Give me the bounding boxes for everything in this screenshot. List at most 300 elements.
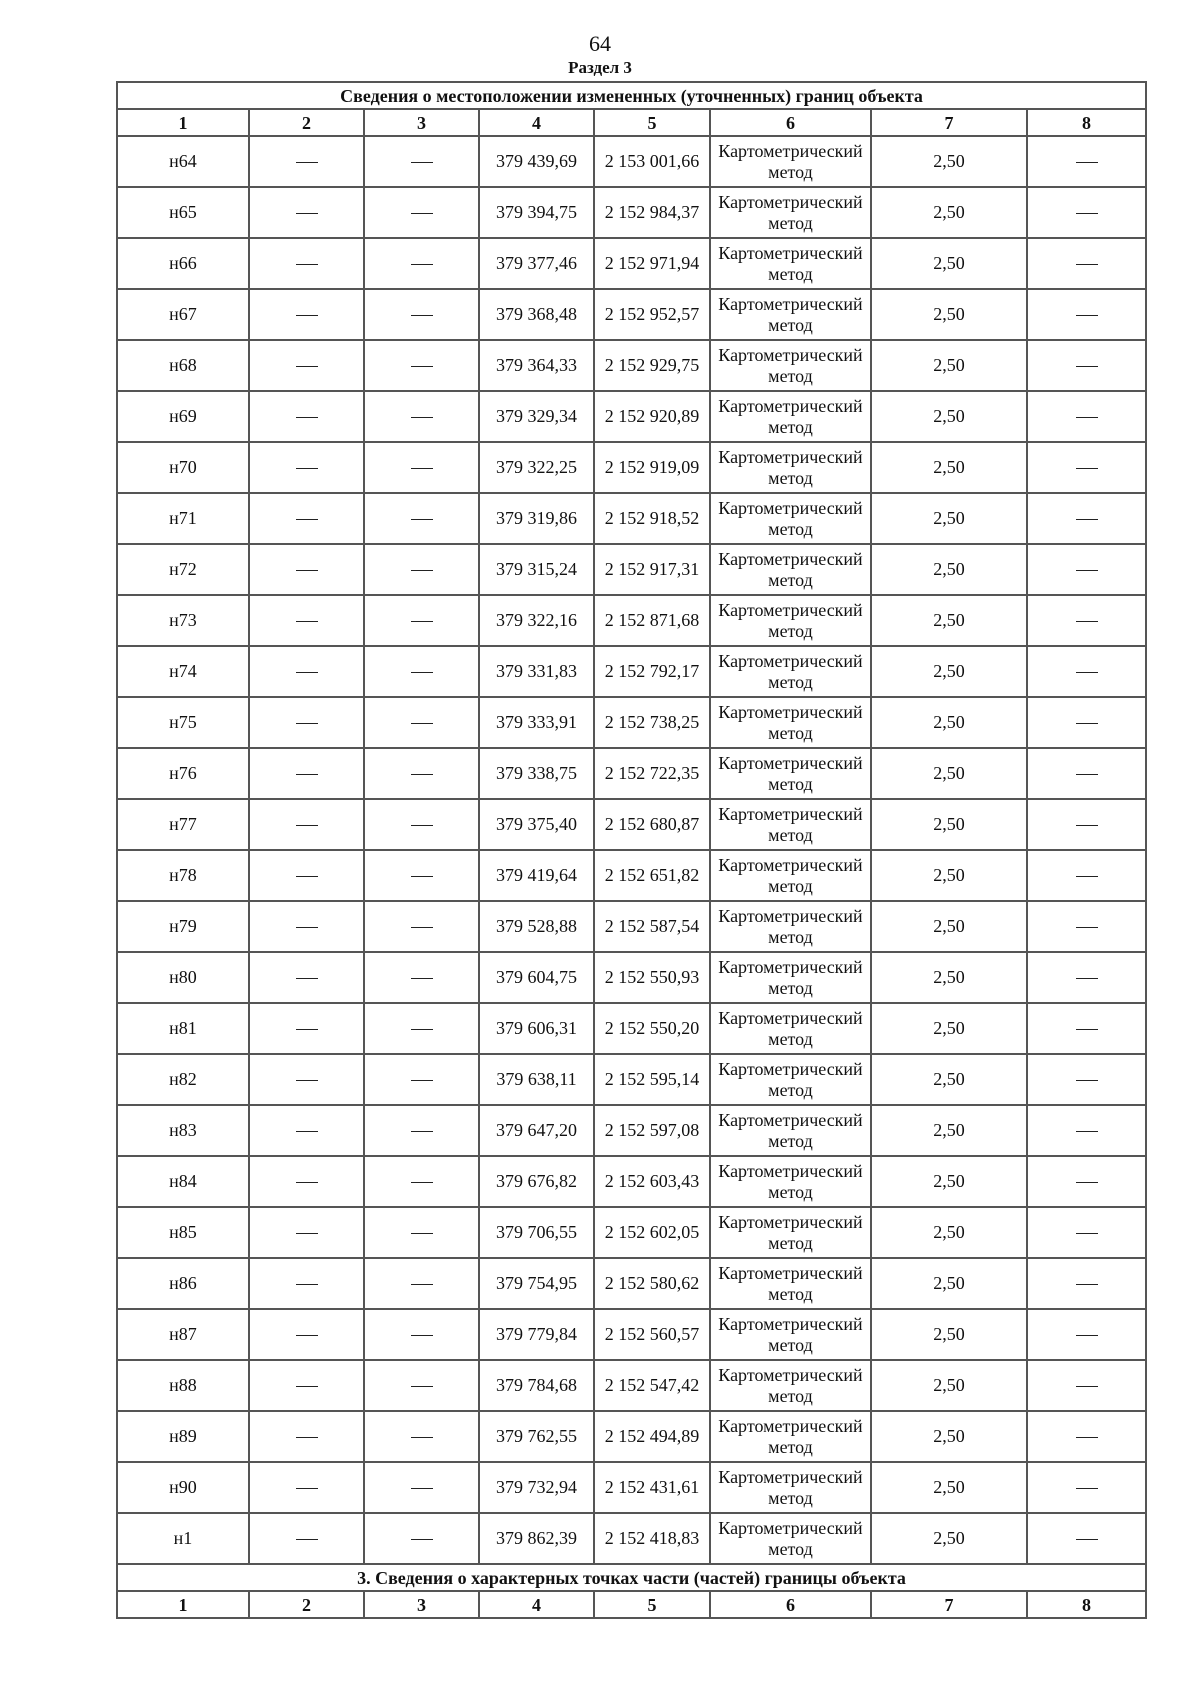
- coordinates-table: [116, 81, 1147, 1619]
- table-row: [117, 1411, 1146, 1462]
- dash-mark: [296, 519, 318, 520]
- coordinate-x: 379 333,91: [479, 697, 594, 748]
- dash-mark: [1076, 1182, 1098, 1183]
- dash-mark: [296, 315, 318, 316]
- footer-column-number-row: [117, 1591, 1146, 1618]
- dash-mark: [411, 570, 433, 571]
- accuracy: 2,50: [871, 1207, 1027, 1258]
- method: Картометрический метод: [710, 901, 871, 952]
- dash-mark: [411, 1284, 433, 1285]
- dash-mark: [1076, 1539, 1098, 1540]
- empty-cell: [249, 1411, 364, 1462]
- method: Картометрический метод: [710, 850, 871, 901]
- method: Картометрический метод: [710, 1309, 871, 1360]
- method: Картометрический метод: [710, 391, 871, 442]
- dash-mark: [1076, 1386, 1098, 1387]
- method: Картометрический метод: [710, 1462, 871, 1513]
- empty-cell: [364, 1462, 479, 1513]
- coordinate-x: 379 322,25: [479, 442, 594, 493]
- accuracy: 2,50: [871, 544, 1027, 595]
- empty-cell: [364, 1054, 479, 1105]
- dash-mark: [1076, 723, 1098, 724]
- empty-cell: [364, 952, 479, 1003]
- point-name: н88: [117, 1360, 249, 1411]
- dash-mark: [296, 1182, 318, 1183]
- coordinate-x: 379 762,55: [479, 1411, 594, 1462]
- dash-mark: [296, 876, 318, 877]
- table-row: [117, 799, 1146, 850]
- coordinate-x: 379 315,24: [479, 544, 594, 595]
- dash-mark: [296, 1284, 318, 1285]
- empty-cell: [1027, 1156, 1146, 1207]
- empty-cell: [1027, 289, 1146, 340]
- method: Картометрический метод: [710, 187, 871, 238]
- column-number: 8: [1027, 1591, 1146, 1618]
- coordinate-y: 2 152 929,75: [594, 340, 710, 391]
- empty-cell: [1027, 493, 1146, 544]
- method: Картометрический метод: [710, 1360, 871, 1411]
- dash-mark: [1076, 876, 1098, 877]
- column-number: 3: [364, 1591, 479, 1618]
- empty-cell: [1027, 238, 1146, 289]
- method: Картометрический метод: [710, 1207, 871, 1258]
- empty-cell: [364, 187, 479, 238]
- method: Картометрический метод: [710, 1156, 871, 1207]
- dash-mark: [296, 1029, 318, 1030]
- dash-mark: [296, 621, 318, 622]
- column-number: 2: [249, 109, 364, 136]
- accuracy: 2,50: [871, 901, 1027, 952]
- dash-mark: [1076, 621, 1098, 622]
- column-number: 5: [594, 1591, 710, 1618]
- dash-mark: [411, 1437, 433, 1438]
- dash-mark: [1076, 519, 1098, 520]
- dash-mark: [296, 1488, 318, 1489]
- empty-cell: [1027, 595, 1146, 646]
- empty-cell: [364, 238, 479, 289]
- point-name: н86: [117, 1258, 249, 1309]
- empty-cell: [1027, 1003, 1146, 1054]
- table-row: [117, 697, 1146, 748]
- dash-mark: [411, 927, 433, 928]
- dash-mark: [411, 468, 433, 469]
- column-number: 4: [479, 1591, 594, 1618]
- empty-cell: [249, 799, 364, 850]
- table-row: [117, 442, 1146, 493]
- empty-cell: [1027, 799, 1146, 850]
- dash-mark: [411, 315, 433, 316]
- point-name: н74: [117, 646, 249, 697]
- table-row: [117, 748, 1146, 799]
- method: Картометрический метод: [710, 1054, 871, 1105]
- point-name: н82: [117, 1054, 249, 1105]
- accuracy: 2,50: [871, 493, 1027, 544]
- empty-cell: [1027, 340, 1146, 391]
- empty-cell: [1027, 442, 1146, 493]
- coordinate-x: 379 528,88: [479, 901, 594, 952]
- dash-mark: [296, 1335, 318, 1336]
- accuracy: 2,50: [871, 187, 1027, 238]
- coordinate-y: 2 152 580,62: [594, 1258, 710, 1309]
- point-name: н77: [117, 799, 249, 850]
- coordinate-y: 2 152 597,08: [594, 1105, 710, 1156]
- coordinate-y: 2 153 001,66: [594, 136, 710, 187]
- point-name: н75: [117, 697, 249, 748]
- dash-mark: [411, 1539, 433, 1540]
- coordinate-y: 2 152 587,54: [594, 901, 710, 952]
- dash-mark: [296, 1080, 318, 1081]
- dash-mark: [411, 366, 433, 367]
- table-title-row: [117, 82, 1146, 109]
- empty-cell: [1027, 646, 1146, 697]
- empty-cell: [364, 1360, 479, 1411]
- empty-cell: [364, 850, 479, 901]
- empty-cell: [1027, 1054, 1146, 1105]
- dash-mark: [296, 723, 318, 724]
- coordinate-y: 2 152 550,20: [594, 1003, 710, 1054]
- dash-mark: [1076, 825, 1098, 826]
- table-row: [117, 493, 1146, 544]
- table-row: [117, 544, 1146, 595]
- empty-cell: [249, 595, 364, 646]
- empty-cell: [249, 493, 364, 544]
- accuracy: 2,50: [871, 952, 1027, 1003]
- empty-cell: [249, 1309, 364, 1360]
- coordinate-y: 2 152 595,14: [594, 1054, 710, 1105]
- coordinate-y: 2 152 984,37: [594, 187, 710, 238]
- accuracy: 2,50: [871, 391, 1027, 442]
- empty-cell: [249, 646, 364, 697]
- coordinate-y: 2 152 738,25: [594, 697, 710, 748]
- dash-mark: [1076, 1080, 1098, 1081]
- accuracy: 2,50: [871, 850, 1027, 901]
- empty-cell: [364, 289, 479, 340]
- dash-mark: [411, 978, 433, 979]
- column-number: 7: [871, 1591, 1027, 1618]
- point-name: н76: [117, 748, 249, 799]
- dash-mark: [296, 366, 318, 367]
- dash-mark: [411, 1131, 433, 1132]
- column-number: 2: [249, 1591, 364, 1618]
- dash-mark: [296, 468, 318, 469]
- coordinate-y: 2 152 560,57: [594, 1309, 710, 1360]
- dash-mark: [296, 672, 318, 673]
- empty-cell: [364, 1411, 479, 1462]
- empty-cell: [1027, 1513, 1146, 1564]
- empty-cell: [249, 1258, 364, 1309]
- dash-mark: [1076, 1284, 1098, 1285]
- empty-cell: [1027, 1258, 1146, 1309]
- table-row: [117, 1360, 1146, 1411]
- method: Картометрический метод: [710, 595, 871, 646]
- coordinate-y: 2 152 920,89: [594, 391, 710, 442]
- dash-mark: [1076, 774, 1098, 775]
- accuracy: 2,50: [871, 646, 1027, 697]
- coordinate-x: 379 439,69: [479, 136, 594, 187]
- coordinate-x: 379 364,33: [479, 340, 594, 391]
- coordinate-x: 379 784,68: [479, 1360, 594, 1411]
- coordinate-y: 2 152 494,89: [594, 1411, 710, 1462]
- point-name: н69: [117, 391, 249, 442]
- coordinate-x: 379 604,75: [479, 952, 594, 1003]
- empty-cell: [1027, 748, 1146, 799]
- dash-mark: [296, 1131, 318, 1132]
- point-name: н73: [117, 595, 249, 646]
- coordinate-x: 379 377,46: [479, 238, 594, 289]
- coordinate-y: 2 152 547,42: [594, 1360, 710, 1411]
- table-row: [117, 1207, 1146, 1258]
- dash-mark: [296, 162, 318, 163]
- table-row: [117, 952, 1146, 1003]
- dash-mark: [411, 264, 433, 265]
- table-row: [117, 595, 1146, 646]
- empty-cell: [364, 136, 479, 187]
- coordinate-y: 2 152 917,31: [594, 544, 710, 595]
- dash-mark: [296, 774, 318, 775]
- empty-cell: [364, 493, 479, 544]
- empty-cell: [1027, 187, 1146, 238]
- coordinate-x: 379 732,94: [479, 1462, 594, 1513]
- empty-cell: [1027, 544, 1146, 595]
- method: Картометрический метод: [710, 1105, 871, 1156]
- dash-mark: [1076, 672, 1098, 673]
- method: Картометрический метод: [710, 799, 871, 850]
- coordinate-y: 2 152 418,83: [594, 1513, 710, 1564]
- empty-cell: [249, 1156, 364, 1207]
- empty-cell: [249, 1003, 364, 1054]
- column-number: 1: [117, 109, 249, 136]
- accuracy: 2,50: [871, 1360, 1027, 1411]
- coordinate-x: 379 754,95: [479, 1258, 594, 1309]
- method: Картометрический метод: [710, 442, 871, 493]
- dash-mark: [296, 417, 318, 418]
- empty-cell: [364, 1513, 479, 1564]
- table-row: [117, 1003, 1146, 1054]
- empty-cell: [249, 187, 364, 238]
- coordinate-y: 2 152 871,68: [594, 595, 710, 646]
- accuracy: 2,50: [871, 340, 1027, 391]
- empty-cell: [249, 289, 364, 340]
- table-row: [117, 1258, 1146, 1309]
- dash-mark: [1076, 366, 1098, 367]
- empty-cell: [364, 646, 479, 697]
- empty-cell: [1027, 952, 1146, 1003]
- point-name: н84: [117, 1156, 249, 1207]
- dash-mark: [411, 723, 433, 724]
- empty-cell: [249, 697, 364, 748]
- table-row: [117, 238, 1146, 289]
- empty-cell: [1027, 901, 1146, 952]
- dash-mark: [411, 1029, 433, 1030]
- empty-cell: [249, 748, 364, 799]
- empty-cell: [1027, 697, 1146, 748]
- empty-cell: [364, 1309, 479, 1360]
- dash-mark: [411, 1080, 433, 1081]
- column-number: 6: [710, 1591, 871, 1618]
- accuracy: 2,50: [871, 289, 1027, 340]
- accuracy: 2,50: [871, 799, 1027, 850]
- coordinate-x: 379 394,75: [479, 187, 594, 238]
- dash-mark: [411, 417, 433, 418]
- section-label: Раздел 3: [568, 58, 632, 77]
- point-name: н80: [117, 952, 249, 1003]
- coordinate-y: 2 152 918,52: [594, 493, 710, 544]
- table-row: [117, 136, 1146, 187]
- empty-cell: [364, 544, 479, 595]
- dash-mark: [296, 1386, 318, 1387]
- empty-cell: [249, 1105, 364, 1156]
- empty-cell: [364, 697, 479, 748]
- accuracy: 2,50: [871, 136, 1027, 187]
- empty-cell: [249, 1054, 364, 1105]
- dash-mark: [411, 876, 433, 877]
- coordinate-x: 379 368,48: [479, 289, 594, 340]
- dash-mark: [411, 1386, 433, 1387]
- coordinate-y: 2 152 550,93: [594, 952, 710, 1003]
- table-title: Сведения о местоположении измененных (уточненных) границ объекта: [117, 82, 1146, 109]
- column-number: 8: [1027, 109, 1146, 136]
- dash-mark: [296, 1539, 318, 1540]
- table-row: [117, 1513, 1146, 1564]
- empty-cell: [1027, 391, 1146, 442]
- dash-mark: [411, 1488, 433, 1489]
- point-name: н79: [117, 901, 249, 952]
- column-number: 4: [479, 109, 594, 136]
- method: Картометрический метод: [710, 136, 871, 187]
- dash-mark: [1076, 1488, 1098, 1489]
- empty-cell: [249, 1462, 364, 1513]
- dash-mark: [1076, 1233, 1098, 1234]
- dash-mark: [1076, 570, 1098, 571]
- point-name: н68: [117, 340, 249, 391]
- empty-cell: [1027, 1462, 1146, 1513]
- method: Картометрический метод: [710, 1258, 871, 1309]
- dash-mark: [296, 264, 318, 265]
- empty-cell: [364, 442, 479, 493]
- point-name: н64: [117, 136, 249, 187]
- table-row: [117, 850, 1146, 901]
- dash-mark: [411, 1233, 433, 1234]
- accuracy: 2,50: [871, 697, 1027, 748]
- point-name: н87: [117, 1309, 249, 1360]
- column-number: 3: [364, 109, 479, 136]
- empty-cell: [1027, 1360, 1146, 1411]
- empty-cell: [364, 799, 479, 850]
- footer-section-title: 3. Сведения о характерных точках части (частей) границы объекта: [117, 1564, 1146, 1591]
- column-number: 1: [117, 1591, 249, 1618]
- empty-cell: [364, 1156, 479, 1207]
- coordinate-y: 2 152 919,09: [594, 442, 710, 493]
- point-name: н66: [117, 238, 249, 289]
- dash-mark: [296, 825, 318, 826]
- empty-cell: [249, 442, 364, 493]
- accuracy: 2,50: [871, 1054, 1027, 1105]
- dash-mark: [411, 825, 433, 826]
- table-row: [117, 391, 1146, 442]
- dash-mark: [1076, 417, 1098, 418]
- dash-mark: [1076, 315, 1098, 316]
- empty-cell: [249, 544, 364, 595]
- dash-mark: [1076, 1335, 1098, 1336]
- empty-cell: [249, 391, 364, 442]
- coordinate-x: 379 676,82: [479, 1156, 594, 1207]
- point-name: н1: [117, 1513, 249, 1564]
- accuracy: 2,50: [871, 238, 1027, 289]
- point-name: н67: [117, 289, 249, 340]
- dash-mark: [1076, 1131, 1098, 1132]
- page-number: 64: [589, 31, 611, 56]
- accuracy: 2,50: [871, 595, 1027, 646]
- empty-cell: [364, 391, 479, 442]
- accuracy: 2,50: [871, 1462, 1027, 1513]
- coordinate-x: 379 647,20: [479, 1105, 594, 1156]
- column-number: 5: [594, 109, 710, 136]
- empty-cell: [1027, 1105, 1146, 1156]
- point-name: н71: [117, 493, 249, 544]
- dash-mark: [1076, 264, 1098, 265]
- dash-mark: [1076, 213, 1098, 214]
- accuracy: 2,50: [871, 1411, 1027, 1462]
- empty-cell: [364, 340, 479, 391]
- accuracy: 2,50: [871, 1105, 1027, 1156]
- coordinate-x: 379 862,39: [479, 1513, 594, 1564]
- coordinate-x: 379 779,84: [479, 1309, 594, 1360]
- method: Картометрический метод: [710, 544, 871, 595]
- accuracy: 2,50: [871, 1513, 1027, 1564]
- coordinate-x: 379 331,83: [479, 646, 594, 697]
- empty-cell: [1027, 1411, 1146, 1462]
- dash-mark: [1076, 927, 1098, 928]
- dash-mark: [411, 672, 433, 673]
- table-row: [117, 1156, 1146, 1207]
- coordinate-y: 2 152 603,43: [594, 1156, 710, 1207]
- dash-mark: [296, 213, 318, 214]
- point-name: н89: [117, 1411, 249, 1462]
- method: Картометрический метод: [710, 748, 871, 799]
- method: Картометрический метод: [710, 493, 871, 544]
- dash-mark: [1076, 1437, 1098, 1438]
- coordinate-x: 379 329,34: [479, 391, 594, 442]
- point-name: н81: [117, 1003, 249, 1054]
- point-name: н78: [117, 850, 249, 901]
- table-row: [117, 901, 1146, 952]
- method: Картометрический метод: [710, 238, 871, 289]
- empty-cell: [364, 595, 479, 646]
- column-number-row: [117, 109, 1146, 136]
- accuracy: 2,50: [871, 1309, 1027, 1360]
- dash-mark: [296, 978, 318, 979]
- empty-cell: [364, 1003, 479, 1054]
- table-row: [117, 1462, 1146, 1513]
- empty-cell: [1027, 850, 1146, 901]
- coordinate-y: 2 152 602,05: [594, 1207, 710, 1258]
- point-name: н72: [117, 544, 249, 595]
- coordinate-x: 379 322,16: [479, 595, 594, 646]
- empty-cell: [249, 1360, 364, 1411]
- dash-mark: [1076, 468, 1098, 469]
- table-row: [117, 340, 1146, 391]
- empty-cell: [249, 136, 364, 187]
- point-name: н90: [117, 1462, 249, 1513]
- coordinate-y: 2 152 792,17: [594, 646, 710, 697]
- point-name: н70: [117, 442, 249, 493]
- dash-mark: [411, 1182, 433, 1183]
- point-name: н85: [117, 1207, 249, 1258]
- empty-cell: [1027, 1207, 1146, 1258]
- empty-cell: [364, 901, 479, 952]
- dash-mark: [411, 621, 433, 622]
- accuracy: 2,50: [871, 748, 1027, 799]
